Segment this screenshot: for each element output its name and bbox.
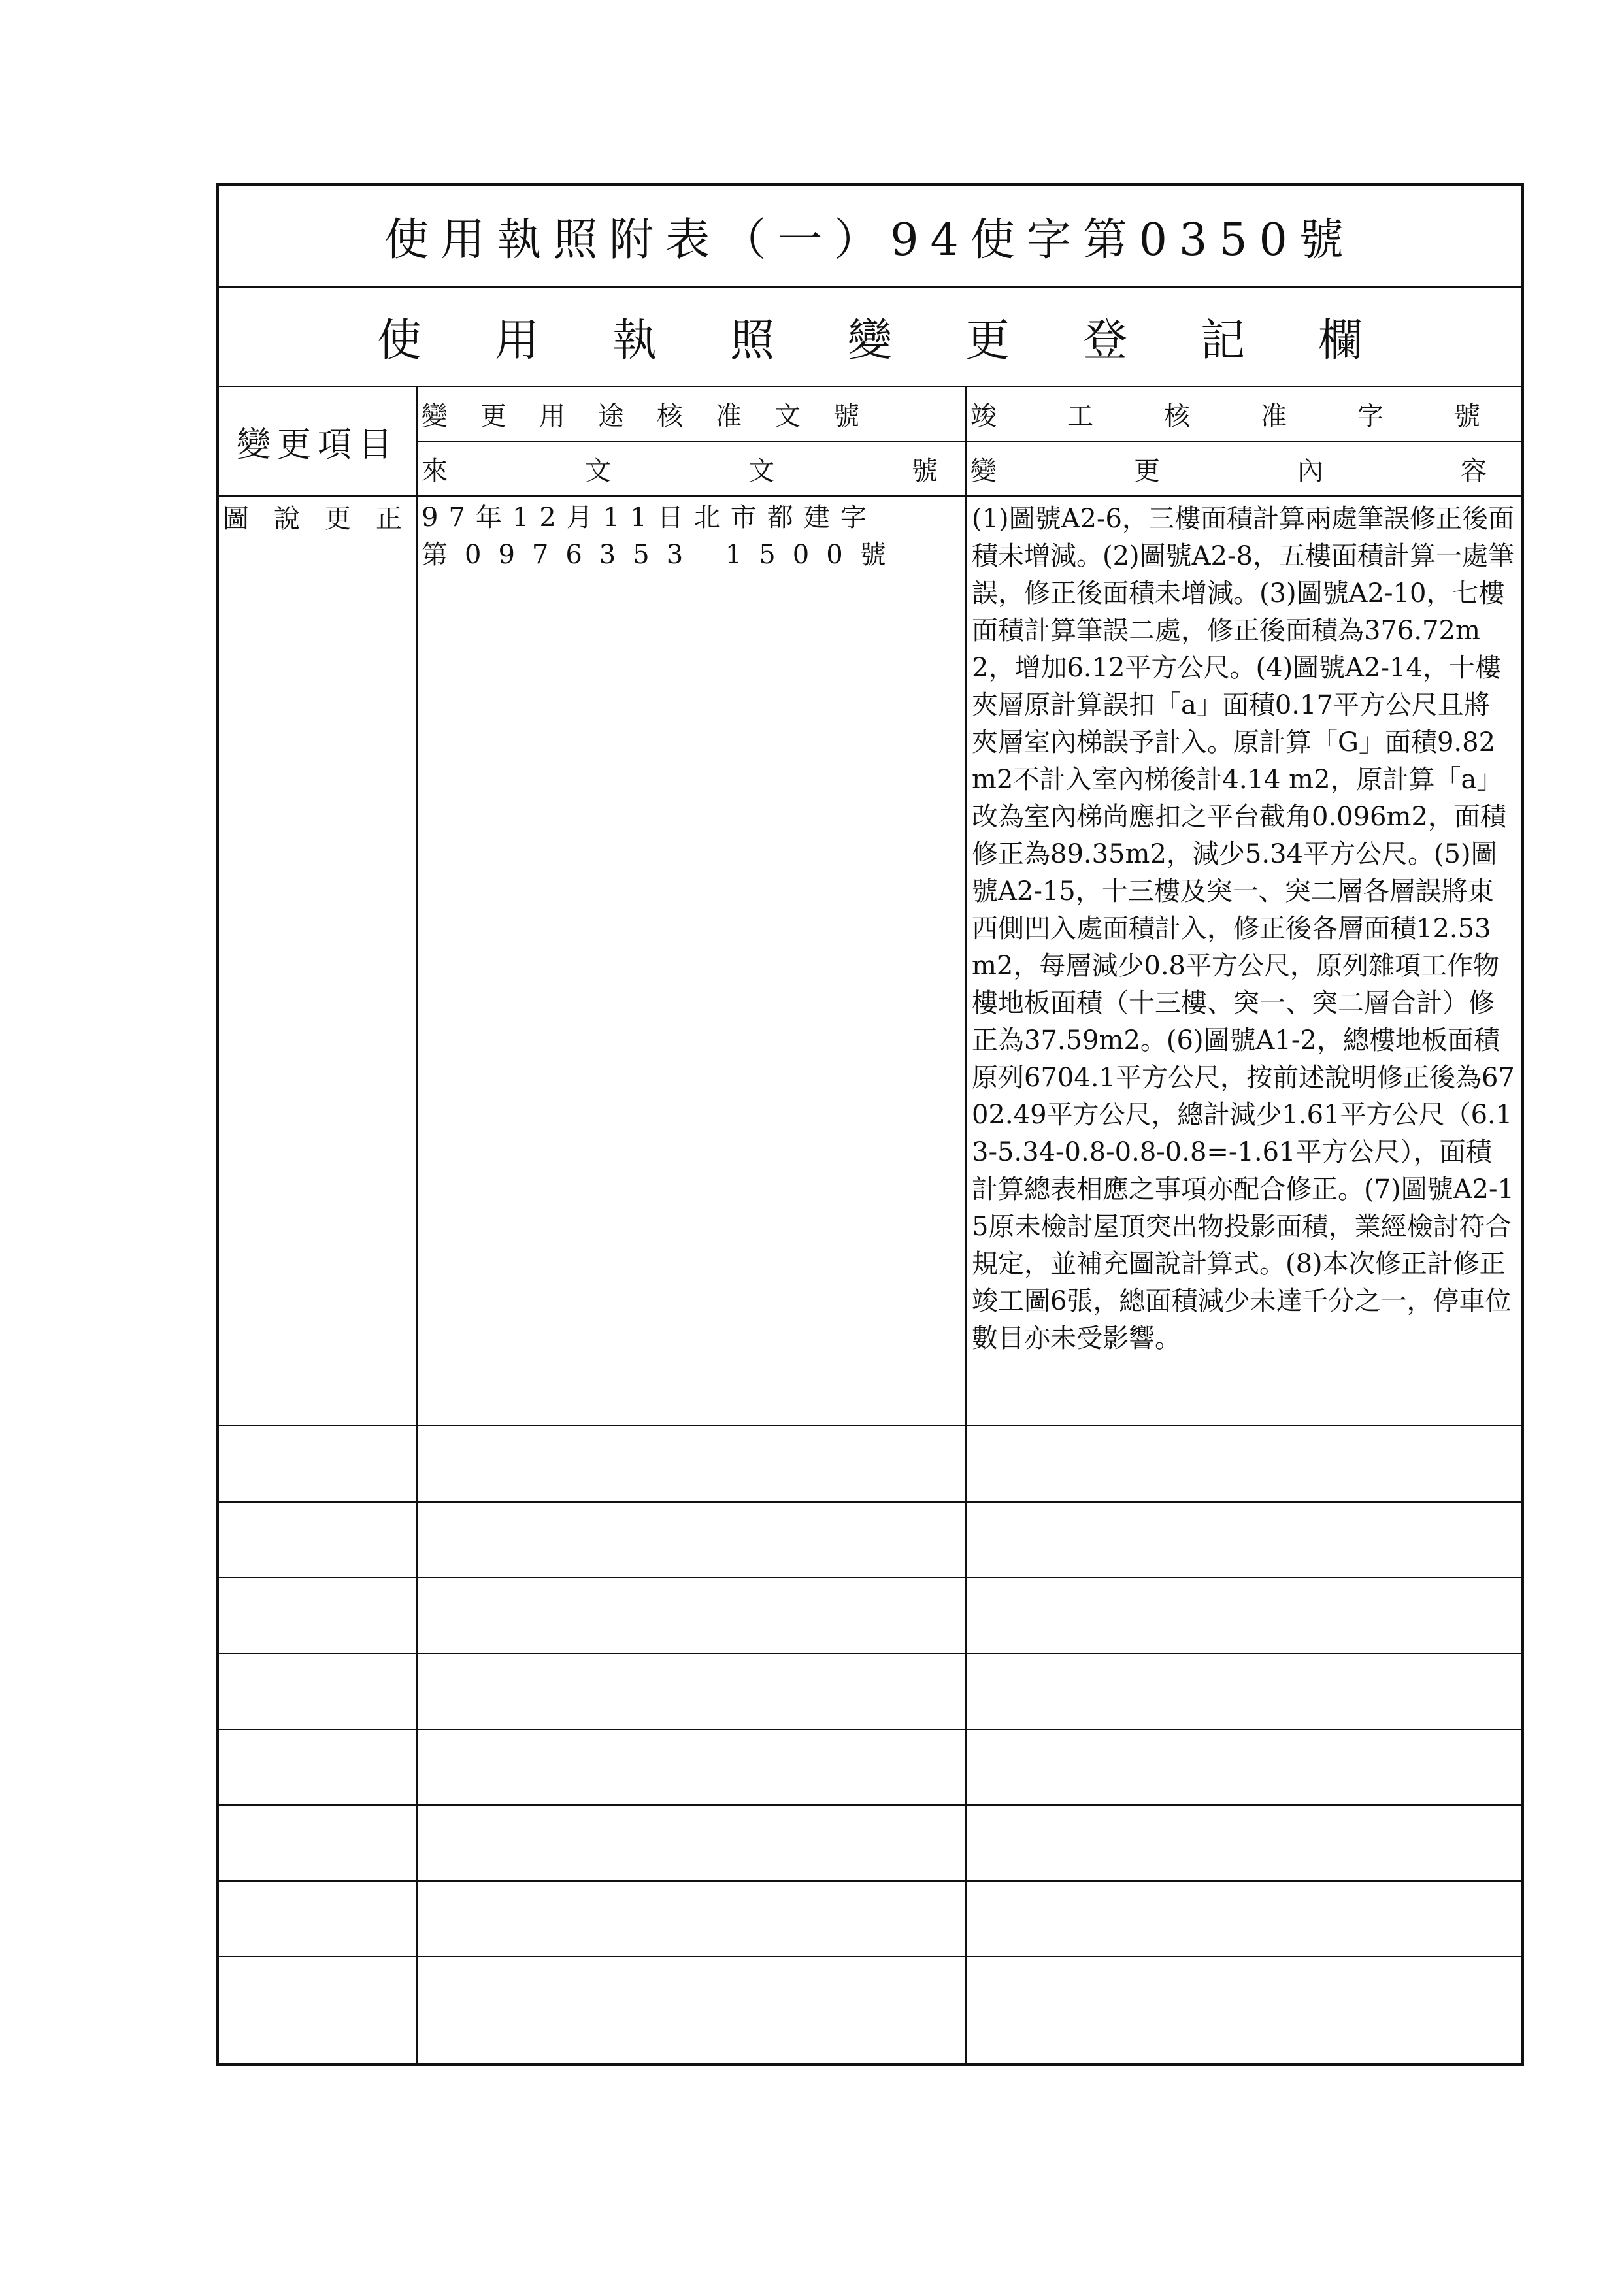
form-title: 使用執照附表（一）94使字第0350號: [384, 214, 1355, 266]
item-header: 變更項目: [236, 425, 399, 465]
empty-row-line-7: [219, 1880, 1521, 1882]
approval-header: [418, 387, 965, 441]
completion-header: [967, 387, 1551, 441]
empty-row-line-6: [219, 1804, 1521, 1806]
entry-row-line-1: [219, 1425, 1521, 1426]
permit-form: [216, 183, 1624, 2066]
completion-header-text: 竣工核准字號: [970, 401, 1551, 431]
empty-row-line-5: [219, 1729, 1521, 1730]
grid-vline-1: [416, 387, 418, 2063]
entry-approval-line1: 97年12月11日北市都建字: [422, 503, 877, 533]
source-header: [418, 442, 1075, 495]
empty-row-line-2: [219, 1501, 1521, 1503]
approval-header-text: 變更用途核准文號: [422, 401, 892, 431]
empty-row-line-4: [219, 1653, 1521, 1654]
form-title-row: [219, 186, 1521, 288]
source-header-text: 來文文號: [422, 456, 1075, 486]
entry-item-text: 圖說更正: [223, 503, 427, 534]
section-title: 使用執照變更登記欄: [376, 314, 1436, 367]
empty-row-line-3: [219, 1577, 1521, 1578]
entry-change-content: (1)圖號A2-6，三樓面積計算兩處筆誤修正後面積未增減。(2)圖號A2-8，五樓面積計算一處筆誤，修正後面積未增減。(3)圖號A2-10，七樓面積計算筆誤二處，修正後面積為376.72m2，增加6.12平方公尺。(4)圖號A2-14，十樓夾層原計算誤扣「a」面積0.17平方公尺且將夾層室內梯誤予計入。原計算「G」面積9.82 m2不計入室內梯後計4.14 m2，原計算「a」改為室內梯尚應扣之平台截角0.096m2，面積修正為89.35m2，減少5.34平方公尺。(5)圖號A2-15，十三樓及突一、突二層各層誤將東西側凹入處面積計入，修正後各層面積12.53m2，每層減少0.8平方公尺，原列雜項工作物樓地板面積（十三樓、突一、突二層合計）修正為37.59m2。(6)圖號A1-2，總樓地板面積原列6704.1平方公尺，按前述說明修正後為6702.49平方公尺，總計減少1.61平方公尺（6.13-5.34-0.8-0.8-0.8=-1.61平方公尺），面積計算總表相應之事項亦配合修正。(7)圖號A2-15原未檢討屋頂突出物投影面積，業經檢討符合規定，並補充圖說計算式。(8)本次修正計修正竣工圖6張，總面積減少未達千分之一，停車位數目亦未受影響。: [972, 504, 1515, 1354]
empty-row-line-8: [219, 1956, 1521, 1957]
entry-approval-number: [418, 497, 965, 575]
entry-approval-line2: 第0976353 1500號: [422, 540, 903, 570]
content-header: [967, 442, 1624, 495]
entry-item: [219, 497, 427, 536]
section-title-row: [219, 288, 1521, 387]
content-header-text: 變更內容: [970, 456, 1624, 486]
